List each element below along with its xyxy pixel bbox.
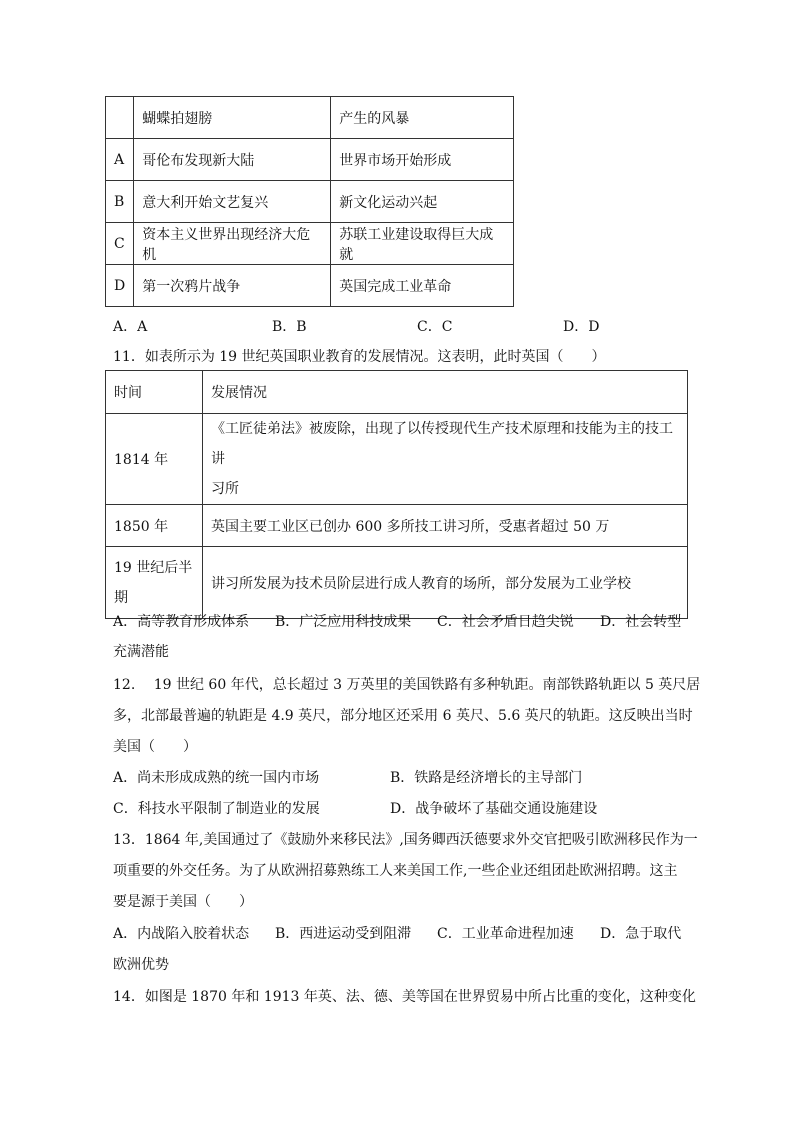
question-stem: 14．如图是 1870 年和 1913 年英、法、德、美等国在世界贸易中所占比重的变化，这种变化 (113, 989, 696, 1005)
table-cell: 第一次鸦片战争 (134, 265, 331, 307)
table-cell: 新文化运动兴起 (331, 181, 514, 223)
table-cell (106, 547, 203, 619)
table-cell: 意大利开始文艺复兴 (134, 181, 331, 223)
option-a[interactable]: A．高等教育形成体系 (113, 614, 250, 630)
table-row (106, 547, 688, 619)
table-header-row (106, 97, 514, 139)
cell-text-line: 期 (114, 589, 128, 606)
option-c[interactable]: C．C (417, 319, 453, 335)
table-cell: 哥伦布发现新大陆 (134, 139, 331, 181)
q11-table (105, 370, 688, 619)
table-row (106, 265, 514, 307)
option-d[interactable]: D．社会转型 (600, 614, 682, 630)
question-stem: 美国（ ） (113, 739, 197, 755)
option-d[interactable]: D．战争破坏了基础交通设施建设 (390, 801, 598, 817)
option-a[interactable]: A．内战陷入胶着状态 (113, 926, 250, 942)
table-row (106, 505, 688, 547)
cell-text-line: 习所 (211, 481, 239, 497)
option-b[interactable]: B．铁路是经济增长的主导部门 (390, 770, 583, 786)
option-d-continued: 充满潜能 (113, 644, 169, 660)
cell-text-line: 《工匠徒弟法》被废除，出现了以传授现代生产技术原理和技能为主的技工讲 (211, 421, 673, 467)
table-row (106, 223, 514, 265)
table-cell: C (106, 223, 134, 265)
option-a[interactable]: A．A (113, 319, 148, 335)
option-d[interactable]: D．急于取代 (600, 926, 682, 942)
cell-text-line: 19 世纪后半 (114, 559, 193, 576)
question-stem: 11．如表所示为 19 世纪英国职业教育的发展情况。这表明，此时英国（ ） (113, 349, 606, 365)
option-b[interactable]: B．西进运动受到阻滞 (275, 926, 412, 942)
question-stem: 多，北部最普遍的轨距是 4.9 英尺，部分地区还采用 6 英尺、5.6 英尺的轨距。这反映出当时 (113, 708, 693, 724)
table-cell: 时间 (106, 371, 203, 414)
option-c[interactable]: C．科技水平限制了制造业的发展 (113, 801, 320, 817)
question-stem: 12. 19 世纪 60 年代，总长超过 3 万英里的美国铁路有多种轨距。南部铁路轨距以 5 英尺居 (113, 677, 701, 693)
option-c[interactable]: C．工业革命进程加速 (437, 926, 574, 942)
table-cell: 产生的风暴 (331, 97, 514, 139)
table-cell: D (106, 265, 134, 307)
table-row (106, 181, 514, 223)
option-b[interactable]: B．B (272, 319, 307, 335)
table-header-row (106, 371, 688, 414)
option-d-continued: 欧洲优势 (113, 957, 169, 973)
table-cell: 英国主要工业区已创办 600 多所技工讲习所，受惠者超过 50 万 (203, 505, 688, 547)
table-cell: 1850 年 (106, 505, 203, 547)
table-cell: 世界市场开始形成 (331, 139, 514, 181)
question-stem: 项重要的外交任务。为了从欧洲招募熟练工人来美国工作,一些企业还组团赴欧洲招聘。这主 (113, 863, 678, 879)
table-cell: 讲习所发展为技术员阶层进行成人教育的场所，部分发展为工业学校 (203, 547, 688, 619)
question-stem: 13．1864 年,美国通过了《鼓励外来移民法》,国务卿西沃德要求外交官把吸引欧洲移民作为一 (113, 832, 698, 848)
table-row (106, 139, 514, 181)
table-cell: 英国完成工业革命 (331, 265, 514, 307)
table-cell: 苏联工业建设取得巨大成就 (331, 223, 514, 265)
option-a[interactable]: A．尚未形成成熟的统一国内市场 (113, 770, 320, 786)
table-cell: 资本主义世界出现经济大危机 (134, 223, 331, 265)
option-b[interactable]: B．广泛应用科技成果 (275, 614, 412, 630)
table-cell: 蝴蝶拍翅膀 (134, 97, 331, 139)
table-cell: 发展情况 (203, 371, 688, 414)
option-d[interactable]: D．D (563, 319, 600, 335)
table-cell: 1814 年 (106, 414, 203, 505)
option-c[interactable]: C．社会矛盾日趋尖锐 (437, 614, 574, 630)
table-row (106, 414, 688, 505)
table-cell: A (106, 139, 134, 181)
table-cell (203, 414, 688, 505)
question-stem: 要是源于美国（ ） (113, 894, 253, 910)
table-cell (106, 97, 134, 139)
q10-table (105, 96, 514, 307)
table-cell: B (106, 181, 134, 223)
